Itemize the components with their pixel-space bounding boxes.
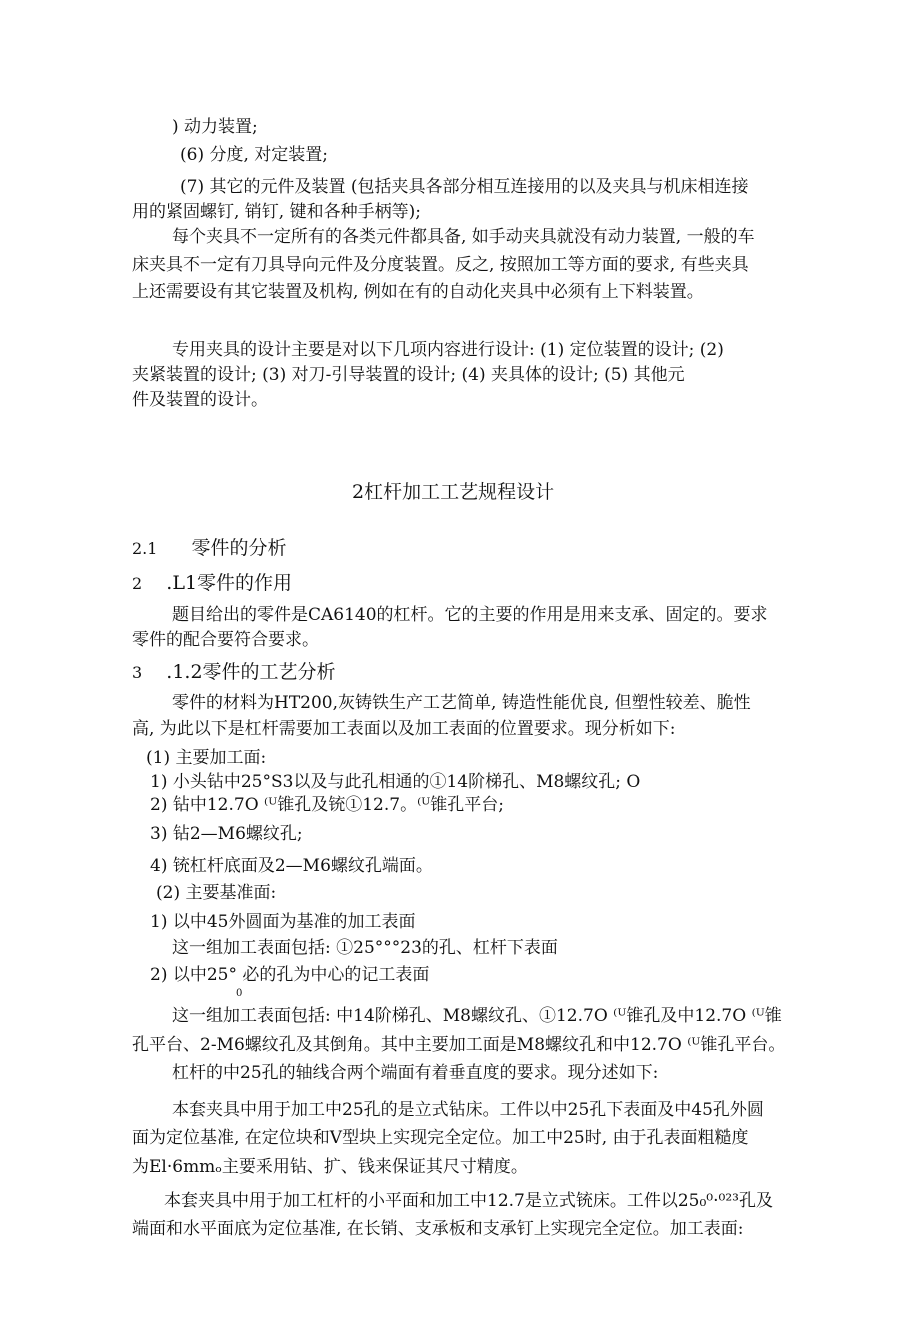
text-line: 为El·6mmₒ主要釆用钻、扩、钱来保证其尺寸精度。: [132, 1157, 528, 1177]
list-item: 4) 铳杠杆底面及2—M6螺纹孔端面。: [150, 856, 433, 876]
text-line: 杠杆的中25孔的轴线合两个端面有着垂直度的要求。现分述如下:: [172, 1063, 659, 1083]
list-item: 3) 钻2—M6螺纹孔;: [150, 824, 303, 844]
list-item: 2) 以中25° 必的孔为中心的记工表面: [150, 965, 430, 985]
text-line: 零件的材料为HT200,灰铸铁生产工艺简单, 铸造性能优良, 但塑性较差、脆性: [172, 693, 751, 713]
text-line: 面为定位基准, 在定位块和V型块上实现完全定位。加工中25时, 由于孔表面粗糙度: [132, 1128, 749, 1148]
text-line: 本套夹具中用于加工中25孔的是立式钻床。工件以中25孔下表面及中45孔外圆: [172, 1100, 764, 1120]
text-line: 床夹具不一定有刀具导向元件及分度装置。反之, 按照加工等方面的要求, 有些夹具: [132, 255, 749, 275]
text-line: 夹紧装置的设计; (3) 对刀-引导装置的设计; (4) 夹具体的设计; (5) 其他元: [132, 365, 685, 385]
section-number: 2: [132, 574, 143, 593]
text-line: 件及装置的设计。: [132, 390, 268, 410]
text-line: 端面和水平面底为定位基准, 在长销、支承板和支承钉上实现完全定位。加工表面:: [132, 1219, 744, 1239]
section-number: 2.1: [132, 539, 158, 558]
text-line: (7) 其它的元件及装置 (包括夹具各部分相互连接用的以及夹具与机床相连接: [180, 177, 749, 197]
list-item: (1) 主要加工面:: [146, 748, 267, 768]
text-line: 上还需要设有其它装置及机构, 例如在有的自动化夹具中必须有上下料装置。: [132, 282, 704, 302]
section-title: .L1零件的作用: [166, 572, 293, 594]
text-line: 零件的配合要符合要求。: [132, 630, 319, 650]
text-line: (6) 分度, 对定装置;: [180, 145, 329, 165]
subscript-zero: 0: [236, 988, 243, 999]
chapter-title: 2杠杆加工工艺规程设计: [352, 481, 555, 503]
text-line: 孔平台、2-M6螺纹孔及其倒角。其中主要加工面是M8螺纹孔和中12.7O ⁽ᵁ锥孔平台。: [132, 1035, 786, 1055]
text-line: 专用夹具的设计主要是对以下几项内容进行设计: (1) 定位装置的设计; (2): [172, 340, 724, 360]
text-line: 高, 为此以下是杠杆需要加工表面以及加工表面的位置要求。现分析如下:: [132, 719, 676, 739]
text-line: 题目给出的零件是CA6140的杠杆。它的主要的作用是用来支承、固定的。要求: [172, 605, 768, 625]
list-item: 2) 钻中12.7O ⁽ᵁ锥孔及铳①12.7。⁽ᵁ锥孔平台;: [150, 795, 505, 815]
subsection-heading-2: [132, 661, 336, 684]
text-line: 这一组加工表面包括: 中14阶梯孔、M8螺纹孔、①12.7O ⁽ᵁ锥孔及中12.7O ⁽ᵁ锥: [172, 1006, 782, 1026]
text-line: 用的紧固螺钉, 销钉, 键和各种手柄等);: [132, 202, 421, 222]
text-line: 本套夹具中用于加工杠杆的小平面和加工中12.7是立式铳床。工件以25₀⁰·⁰²³孔及: [164, 1191, 773, 1211]
section-title: 零件的分析: [191, 537, 287, 559]
list-item: 1) 小头钻中25°S3以及与此孔相通的①14阶梯孔、M8螺纹孔; O: [150, 772, 641, 792]
section-title: .1.2零件的工艺分析: [166, 661, 336, 683]
subsection-heading-1: [132, 572, 292, 595]
list-item: 1) 以中45外圆面为基准的加工表面: [150, 912, 416, 932]
list-item: 这一组加工表面包括: ①25°°°23的孔、杠杆下表面: [172, 938, 558, 958]
section-heading-2-1: [132, 537, 287, 560]
text-line: 每个夹具不一定所有的各类元件都具备, 如手动夹具就没有动力装置, 一般的车: [172, 227, 755, 247]
section-number: 3: [132, 663, 143, 682]
list-item: (2) 主要基准面:: [156, 883, 277, 903]
text-line: ) 动力装置;: [172, 117, 258, 137]
